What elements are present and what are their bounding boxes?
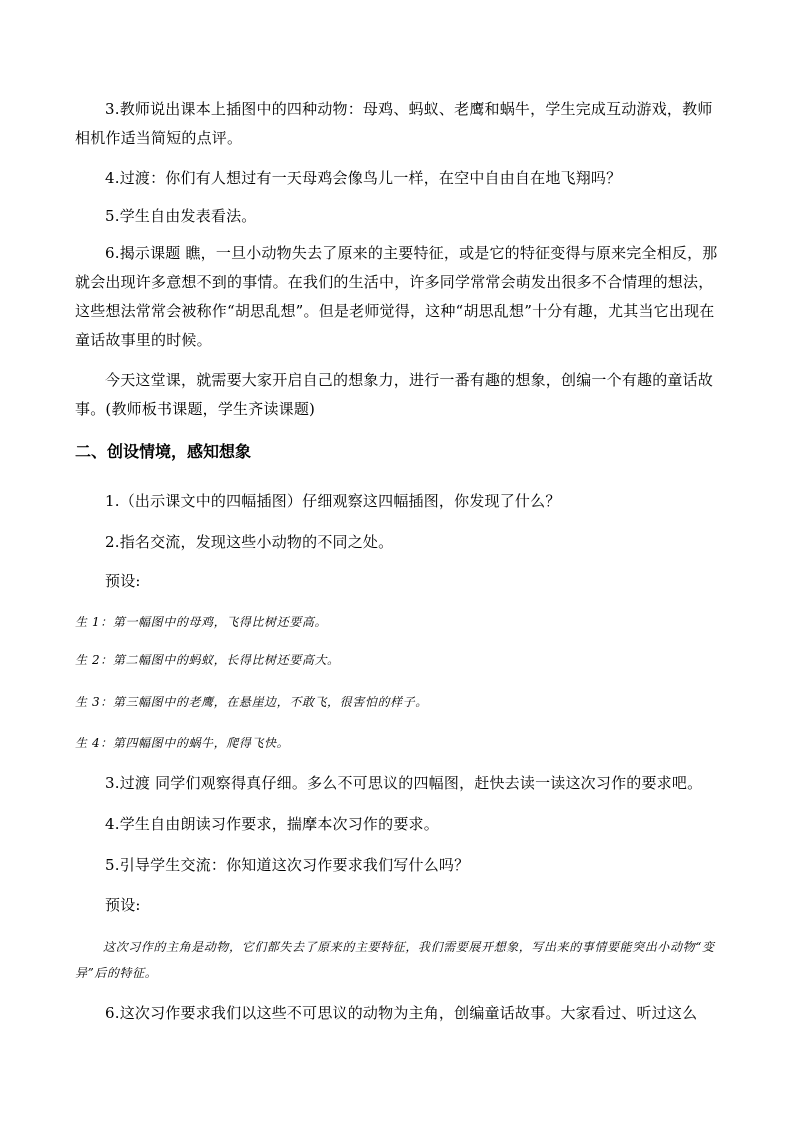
section-2-step-3: 3.过渡 同学们观察得真仔细。多么不可思议的四幅图，赶快去读一读这次习作的要求吧。 (105, 774, 703, 792)
today-lesson-paragraph: 今天这堂课，就需要大家开启自己的想象力，进行一番有趣的想象，创编一个有趣的童话故事。(教师板书课题，学生齐读课题) (75, 371, 714, 418)
step-6-paragraph: 6.揭示课题 瞧，一旦小动物失去了原来的主要特征，或是它的特征变得与原来完全相反，那就会出现许多意想不到的事情。在我们的生活中，许多同学常常会萌发出很多不合情理的想法，这些想法常常会被称作“胡思乱想”。但是老师觉得，这种“胡思乱想”十分有趣，尤其当它出现在童话故事里的时候。 (75, 244, 718, 349)
section-2-heading: 二、创设情境，感知想象 (75, 442, 252, 461)
preset-answer-text: 这次习作的主角是动物，它们都失去了原来的主要特征，我们需要展开想象，写出来的事情要能突出小动物“变异”后的特征。 (75, 940, 715, 980)
step-5-paragraph: 5.学生自由发表看法。 (105, 207, 257, 225)
preset-label: 预设: (105, 572, 141, 590)
section-2-step-1: 1.（出示课文中的四幅插图）仔细观察这四幅插图，你发现了什么？ (105, 492, 561, 510)
section-2-step-2: 2.指名交流，发现这些小动物的不同之处。 (105, 533, 394, 551)
student-answer-3: 生 3：第三幅图中的老鹰，在悬崖边，不敢飞，很害怕的样子。 (75, 695, 428, 709)
student-answer-4: 生 4：第四幅图中的蜗牛，爬得飞快。 (75, 736, 290, 750)
section-2-step-5: 5.引导学生交流：你知道这次习作要求我们写什么吗？ (105, 856, 470, 874)
student-answer-2: 生 2：第二幅图中的蚂蚁，长得比树还要高大。 (75, 653, 340, 667)
section-2-step-6: 6.这次习作要求我们以这些不可思议的动物为主角，创编童话故事。大家看过、听过这么 (105, 1004, 698, 1022)
step-4-paragraph: 4.过渡：你们有人想过有一天母鸡会像鸟儿一样，在空中自由自在地飞翔吗？ (105, 169, 622, 187)
student-answer-1: 生 1：第一幅图中的母鸡，飞得比树还要高。 (75, 615, 328, 629)
preset-label-2: 预设: (105, 896, 141, 914)
step-3-paragraph: 3.教师说出课本上插图中的四种动物：母鸡、蚂蚁、老鹰和蜗牛，学生完成互动游戏，教师相机作适当简短的点评。 (75, 100, 713, 147)
section-2-step-4: 4.学生自由朗读习作要求，揣摩本次习作的要求。 (105, 815, 439, 833)
